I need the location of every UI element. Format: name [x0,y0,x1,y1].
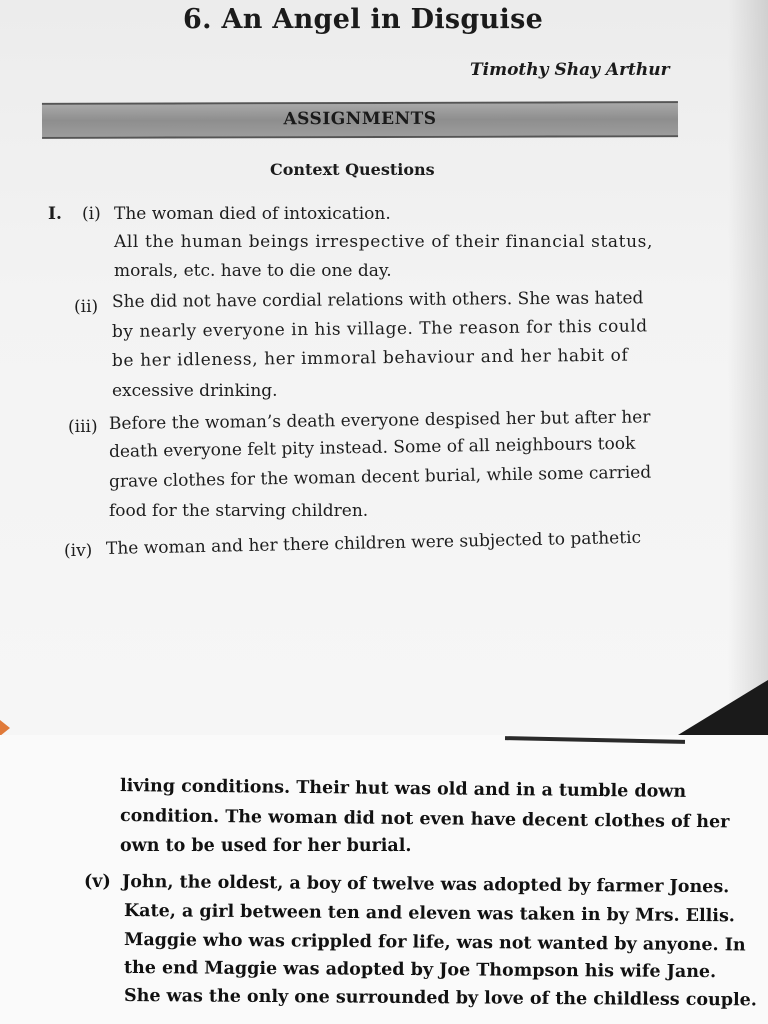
answer-line: food for the starving children. [109,501,369,521]
answer-line: excessive drinking. [112,381,278,401]
answer-number: (v) [84,872,111,892]
question-set-number: I. [48,204,62,224]
answer-number: (iii) [68,417,98,437]
assignments-label: ASSIGNMENTS [283,108,437,130]
assignments-banner [42,101,678,139]
section-heading: Context Questions [270,160,435,179]
answer-line: be her idleness, her immoral behaviour and her habit of [111,345,629,371]
answer-line: John, the oldest, a boy of twelve was adopted by farmer Jones. [121,872,730,898]
chapter-title: 6. An Angel in Disguise [183,4,544,35]
page-shadow [728,0,768,735]
answer-line: living conditions. Their hut was old and in a tumble down [119,776,687,802]
answer-line: Kate, a girl between ten and eleven was taken in by Mrs. Ellis. [123,901,736,927]
author-name: Timothy Shay Arthur [470,60,670,80]
answer-line: All the human beings irrespective of their financial status, [114,232,653,252]
answer-line: She did not have cordial relations with others. She was hated [111,288,644,312]
answer-line: condition. The woman did not even have decent clothes of her [119,806,730,833]
answer-line: The woman and her there children were subjected to pathetic [105,527,642,559]
answer-number: (i) [82,204,101,224]
answer-line: by nearly everyone in his village. The reason for this could [111,316,648,342]
page-curl [678,680,768,735]
answer-line: the end Maggie was adopted by Joe Thompson his wife Jane. [123,958,717,983]
answer-line: Maggie who was crippled for life, was not wanted by anyone. In [123,930,746,956]
answer-line: death everyone felt pity instead. Some of all neighbours took [108,433,636,462]
answer-line: morals, etc. have to die one day. [114,261,392,281]
answer-line: She was the only one surrounded by love of the childless couple. [123,986,757,1011]
answer-number: (iv) [64,541,93,561]
answer-line: The woman died of intoxication. [114,204,391,224]
answer-line: grave clothes for the woman decent burial, while some carried [108,462,652,492]
page-marker [0,720,10,736]
answer-line: own to be used for her burial. [120,836,412,856]
answer-line: Before the woman’s death everyone despised her but after her [108,407,651,434]
answer-number: (ii) [74,297,99,317]
